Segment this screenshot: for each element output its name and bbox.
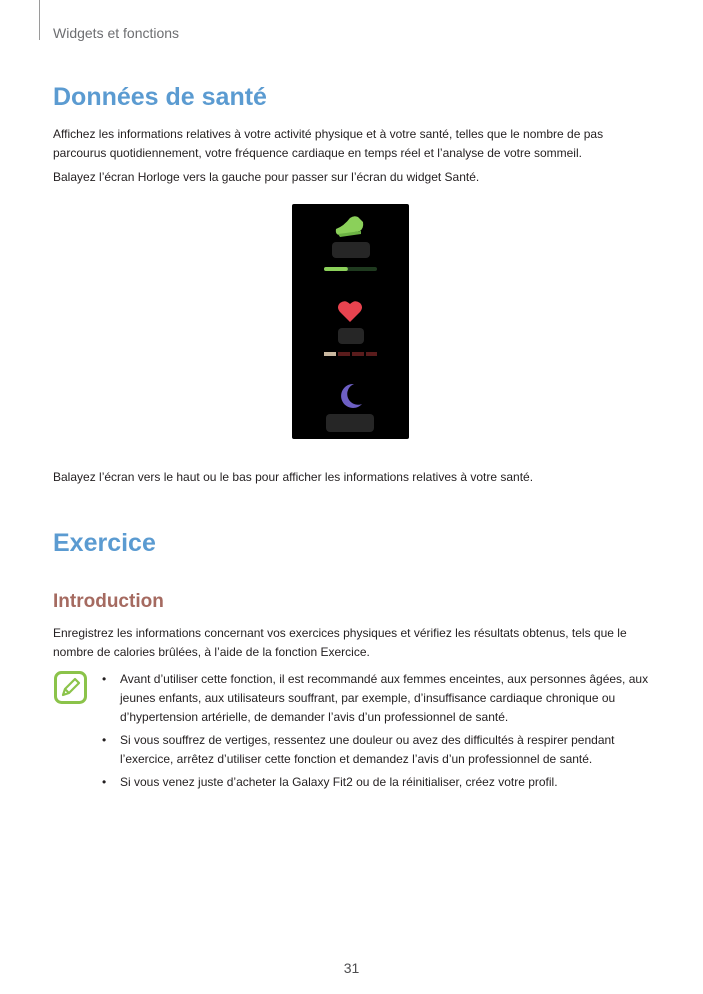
shoe-icon xyxy=(336,216,363,237)
section-title-health: Données de santé xyxy=(53,83,267,111)
header-rule xyxy=(39,0,40,40)
health-widget-screenshot xyxy=(292,204,409,439)
heart-zone-1 xyxy=(324,352,336,356)
list-item: • Avant d’utiliser cette fonction, il est recommandé aux femmes enceintes, aux personnes âgées, aux jeunes enfants, aux utilisateurs souffrant, par exemple, d’insuffisance cardiaque chronique ou d’hypertension artérielle, de demander l’avis d’un professionnel de santé. xyxy=(102,672,649,724)
steps-progress-fill xyxy=(324,267,348,271)
section-title-exercise: Exercice xyxy=(53,529,156,557)
sleep-value-blurred xyxy=(326,414,374,432)
heart-zone-4 xyxy=(366,352,377,356)
heart-icon xyxy=(338,301,362,322)
health-paragraph-3: Balayez l’écran vers le haut ou le bas pour afficher les informations relatives à votre santé. xyxy=(53,470,534,484)
moon-icon xyxy=(341,384,362,408)
health-paragraph-2: Balayez l’écran Horloge vers la gauche pour passer sur l’écran du widget Santé. xyxy=(53,170,480,184)
heart-zone-2 xyxy=(338,352,350,356)
list-item: • Si vous souffrez de vertiges, ressentez une douleur ou avez des difficultés à respirer pendant l’exercice, arrêtez d’utiliser cette fonction et demandez l’avis d’un professionnel de santé. xyxy=(102,733,615,766)
heart-value-blurred xyxy=(338,328,364,344)
precautions-list xyxy=(100,670,660,796)
page-number: 31 xyxy=(343,960,360,976)
note-pencil-icon xyxy=(54,671,87,704)
subsection-title-introduction: Introduction xyxy=(53,591,164,612)
steps-value-blurred xyxy=(332,242,370,258)
exercise-intro-paragraph: Enregistrez les informations concernant vos exercices physiques et vérifiez les résultats obtenus, tels que le nombre de calories brûlées, à l’aide de la fonction Exercice. xyxy=(53,626,627,659)
heart-zone-3 xyxy=(352,352,364,356)
health-paragraph-1: Affichez les informations relatives à votre activité physique et à votre santé, telles que le nombre de pas parcourus quotidiennement, votre fréquence cardiaque en temps réel et l’analyse de votre sommeil. xyxy=(53,127,604,160)
list-item: • Si vous venez juste d’acheter la Galaxy Fit2 ou de la réinitialiser, créez votre profil. xyxy=(102,775,558,789)
running-header: Widgets et fonctions xyxy=(53,25,180,41)
